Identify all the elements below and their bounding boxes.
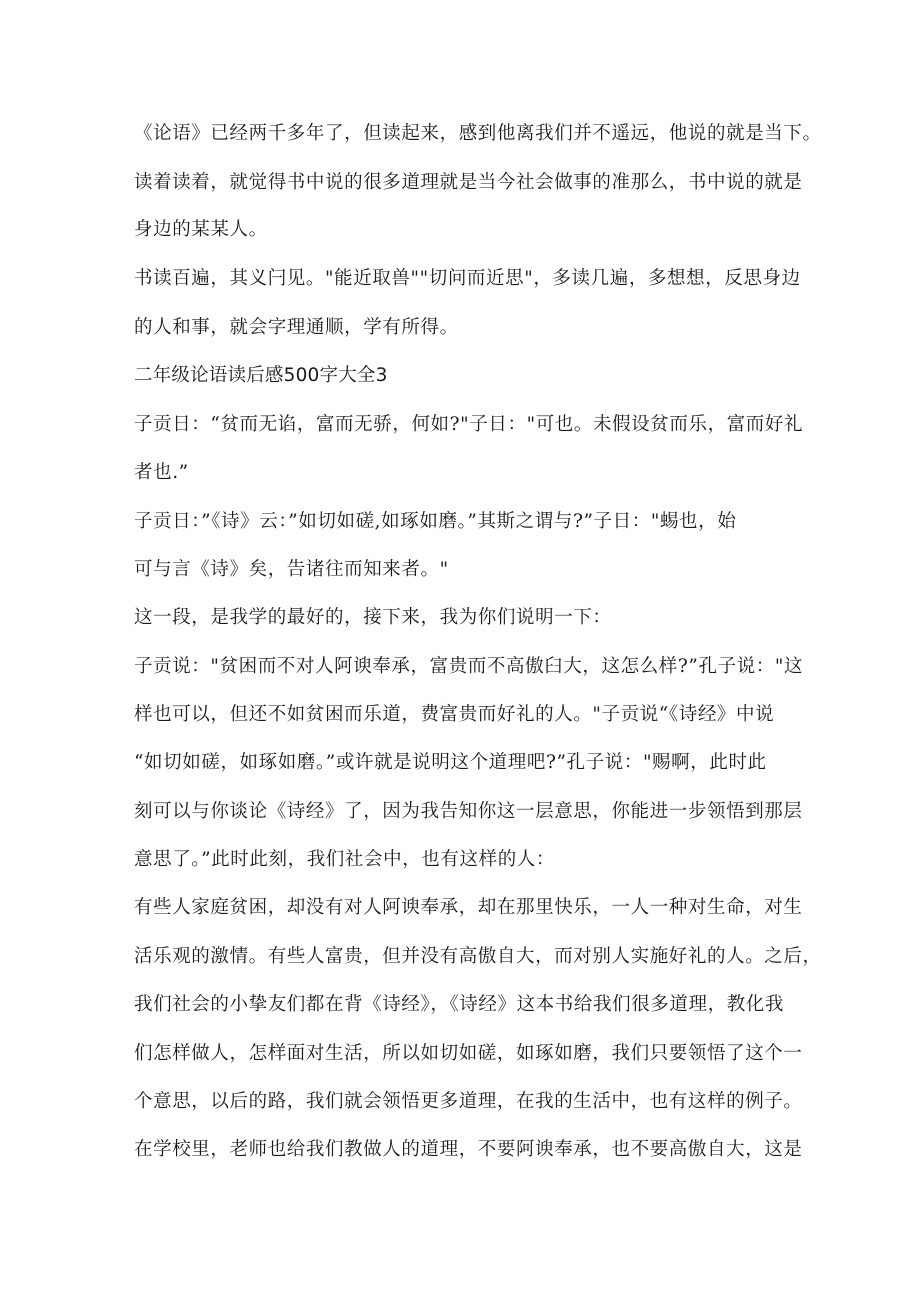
section-heading: 二年级论语读后感500字大全3	[134, 365, 388, 386]
text-line: 这一段，是我学的最好的，接下来，我为你们说明一下：	[134, 607, 612, 628]
text-line: 读着读着，就觉得书中说的很多道理就是当今社会做事的准那么，书中说的就是	[134, 172, 803, 193]
text-line: “如切如磋，如琢如磨。”或许就是说明这个道理吧?”孔子说："赐啊，此时此	[134, 752, 767, 773]
text-line: 个意思，以后的路，我们就会领悟更多道理，在我的生活中，也有这样的例子。	[134, 1091, 803, 1112]
text-line: 我们社会的小挚友们都在背《诗经》，《诗经》这本书给我们很多道理，教化我	[134, 994, 785, 1015]
text-line: 们怎样做人，怎样面对生活，所以如切如磋，如琢如磨，我们只要领悟了这个一	[134, 1043, 803, 1064]
text-line: 的人和事，就会字理通顺，学有所得。	[134, 317, 459, 338]
text-line: 子贡日：“贫而无谄，富而无骄，何如?"子日："可也。未假设贫而乐，富而好礼	[134, 414, 804, 435]
text-line: 意思了。”此时此刻，我们社会中，也有这样的人：	[134, 849, 556, 870]
text-line: 者也.”	[134, 462, 189, 483]
text-line: 书读百遍，其义闩见。"能近取兽""切问而近思"，多读几遍，多想想，反思身边	[134, 268, 801, 289]
text-line: 刻可以与你谈论《诗经》了，因为我告知你这一层意思，你能进一步领悟到那层	[134, 801, 803, 822]
text-line: 《论语》已经两千多年了，但读起来，感到他离我们并不遥远，他说的就是当下。	[134, 123, 822, 144]
text-line: 子贡说："贫困而不对人阿谀奉承，富贵而不高傲臼大，这怎么样?”孔子说："这	[134, 656, 804, 677]
text-line: 子贡日：”《诗》云：”如切如磋,如琢如磨。”其斯之谓与?”子日："蜴也，始	[134, 511, 737, 532]
text-line: 样也可以，但还不如贫困而乐道，费富贵而好礼的人。"子贡说“《诗经》中说	[134, 704, 775, 725]
text-line: 在学校里，老师也给我们教做人的道理，不要阿谀奉承，也不要高傲自大，这是	[134, 1139, 803, 1160]
text-line: 身边的某某人。	[134, 219, 268, 240]
text-line: 可与言《诗》矣，告诸往而知来者。"	[134, 559, 449, 580]
text-line: 有些人家庭贫困，却没有对人阿谀奉承，却在那里快乐，一人一种对生命，对生	[134, 897, 803, 918]
text-line: 活乐观的激情。有些人富贵，但并没有高傲自大，而对别人实施好礼的人。之后，	[134, 946, 822, 967]
